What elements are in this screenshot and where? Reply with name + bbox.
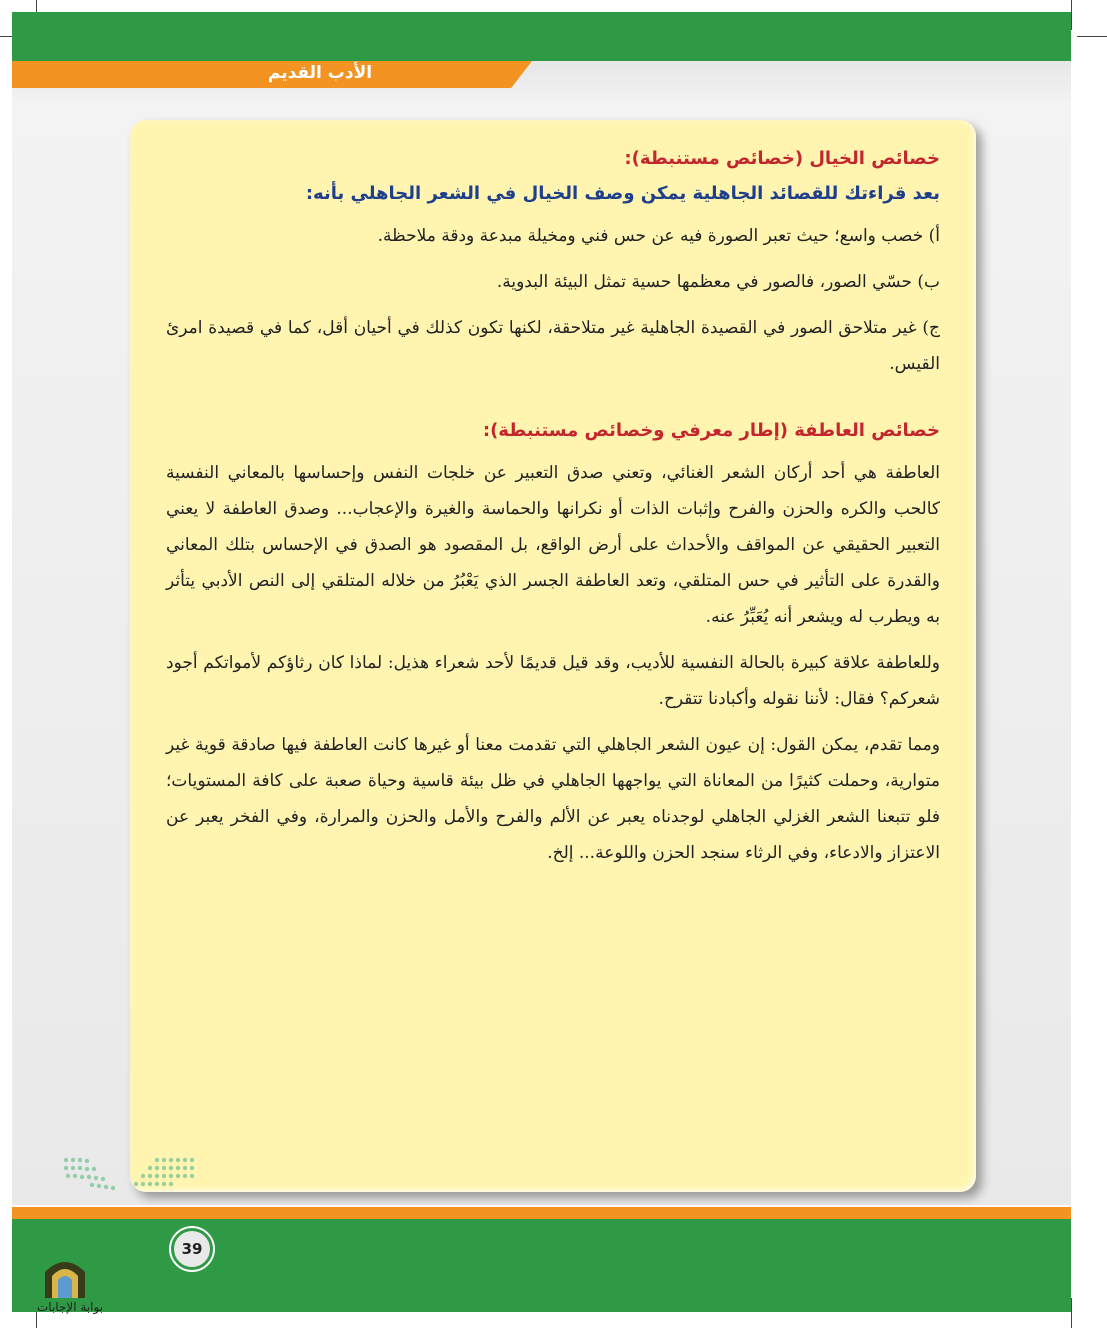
section-heading-emotion: خصائص العاطفة (إطار معرفي وخصائص مستنبطة): [482,420,940,441]
crop-mark [1071,1298,1072,1328]
section-subheading-imagination: بعد قراءتك للقصائد الجاهلية يمكن وصف الخيال في الشعر الجاهلي بأنه: [305,183,940,204]
content-body [166,140,940,881]
crop-mark [1077,36,1107,37]
footer-orange-band [12,1207,1071,1219]
paragraph: العاطفة هي أحد أركان الشعر الغنائي، وتعني صدق التعبير عن خلجات النفس وإحساسها بالمعاني النفسية كالحب والكره والحزن والفرح وإثبات الذات أو نكرانها والحماسة والغيرة والإعجاب... وصدق العاطفة لا يعني التعبير الحقيقي عن المواقف والأحداث على أرض الواقع، بل المقصود هو الصدق في الإحساس بتلك المعاني والقدرة على التأثير في حس المتلقي، وتعد العاطفة الجسر الذي يَعْبُرُ من خلاله المتلقي إلى النص الأدبي يتأثر به ويطرب له ويشعر أنه يُعَبِّرُ عنه. [166,463,940,627]
crop-mark [1071,0,1072,30]
paragraph: وللعاطفة علاقة كبيرة بالحالة النفسية للأديب، وقد قيل قديمًا لأحد شعراء هذيل: لماذا كان رثاؤكم لأمواتكم أجود شعركم؟ فقال: لأننا نقوله وأكبادنا تتقرح. [166,653,940,709]
page-number: 39 [171,1228,213,1270]
list-item: ج) غير متلاحق الصور في القصيدة الجاهلية غير متلاحقة، لكنها تكون كذلك في أحيان أقل، كما في قصيدة امرئ القيس. [166,318,940,374]
spacer [166,392,940,412]
list-item: ب) حسّي الصور، فالصور في معظمها حسية تمثل البيئة البدوية. [496,272,940,292]
watermark-text: بوابة الإجابات [36,1300,103,1314]
footer-green-band [12,1219,1071,1312]
paragraph: ومما تقدم، يمكن القول: إن عيون الشعر الجاهلي التي تقدمت معنا أو غيرها كانت العاطفة فيها صادقة قوية غير متوارية، وحملت كثيرًا من المعاناة التي يواجهها الجاهلي في ظل بيئة قاسية وحياة صعبة على كافة المستويات؛ فلو تتبعنا الشعر الغزلي الجاهلي لوجدناه يعبر عن الألم والفرح والأمل والحزن والمرارة، وفي الفخر يعبر عن الاعتزاز والادعاء، وفي الرثاء سنجد الحزن واللوعة... إلخ. [166,735,940,863]
section-heading-imagination: خصائص الخيال (خصائص مستنبطة): [624,148,940,169]
content-card [130,120,976,1192]
watermark-logo-icon [40,1254,90,1300]
ministry-dots-logo [62,1155,198,1195]
header-green-band [12,12,1071,61]
unit-title: الأدب القديم [267,63,373,83]
list-item: أ) خصب واسع؛ حيث تعبر الصورة فيه عن حس فني ومخيلة مبدعة ودقة ملاحظة. [377,226,940,246]
